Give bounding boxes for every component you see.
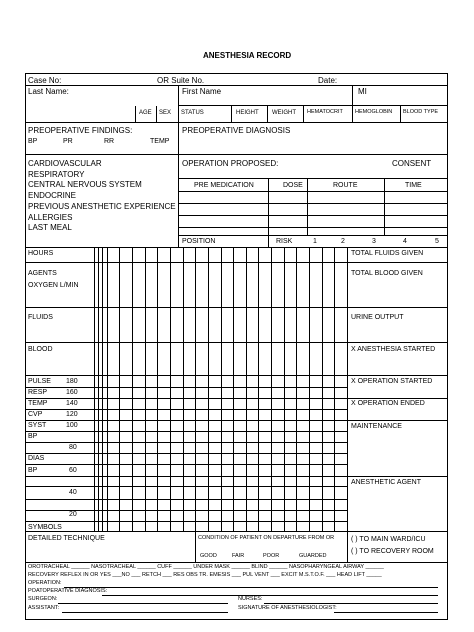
risk-4: 4 bbox=[403, 238, 407, 245]
grid-column-line bbox=[334, 247, 335, 531]
hemoglobin-label: HEMOGLOBIN bbox=[355, 109, 393, 115]
preop-findings-label: PREOPERATIVE FINDINGS: bbox=[28, 126, 133, 135]
syst-label: SYST bbox=[28, 422, 47, 429]
grid-column-line bbox=[271, 247, 272, 531]
rr-label: RR bbox=[104, 138, 115, 145]
v60-label: 60 bbox=[69, 467, 77, 474]
risk-1: 1 bbox=[313, 238, 317, 245]
grid-column-line bbox=[102, 247, 103, 531]
age-label: AGE bbox=[139, 110, 152, 116]
time-label: TIME bbox=[405, 182, 422, 189]
surgeon-label: SURGEON: bbox=[28, 596, 58, 602]
nurses-label: NURSES: bbox=[238, 596, 263, 602]
status-label: STATUS bbox=[181, 110, 204, 116]
premed-label: PRE MEDICATION bbox=[194, 182, 254, 189]
cvp-label: CVP bbox=[28, 411, 43, 418]
x-anesthesia-label: X ANESTHESIA STARTED bbox=[351, 346, 436, 353]
bp-grid-label: BP bbox=[28, 433, 38, 440]
hematocrit-label: HEMATOCRIT bbox=[307, 109, 343, 115]
dias-label: DIAS bbox=[28, 455, 45, 462]
recovery-reflex-line: RECOVERY REFLEX IN OR YES ___NO ___ RETCH ___ RES OBS TR. EMESIS ___ PUL VENT ___ EXCIT M.S.T.O.F. ___ HEAD LIFT _____ bbox=[28, 572, 382, 578]
grid-column-line bbox=[221, 247, 222, 531]
preop-diagnosis-label: PREOPERATIVE DIAGNOSIS bbox=[182, 126, 291, 135]
anesthetic-agent-label: ANESTHETIC AGENT bbox=[351, 479, 422, 486]
total-fluids-label: TOTAL FLUIDS GIVEN bbox=[351, 250, 424, 257]
system-previous-anesthetic: PREVIOUS ANESTHETIC EXPERIENCE bbox=[28, 201, 176, 211]
grid-column-line bbox=[284, 247, 285, 531]
v80-label: 80 bbox=[69, 444, 77, 451]
urine-output-label: URINE OUTPUT bbox=[351, 314, 404, 321]
or-suite-label: OR Suite No. bbox=[157, 76, 205, 85]
symbols-label: SYMBOLS bbox=[28, 524, 62, 531]
temp-label: TEMP bbox=[150, 138, 170, 145]
dose-label: DOSE bbox=[283, 182, 303, 189]
condition-label: CONDITION OF PATIENT ON DEPARTURE FROM OR bbox=[198, 535, 335, 541]
grid-column-line bbox=[145, 247, 146, 531]
condition-guarded: GUARDED bbox=[299, 553, 327, 559]
grid-column-line bbox=[246, 247, 247, 531]
system-cardiovascular: CARDIOVASCULAR bbox=[28, 159, 102, 168]
height-label: HEIGHT bbox=[236, 110, 259, 116]
total-blood-label: TOTAL BLOOD GIVEN bbox=[351, 270, 423, 277]
signature-label: SIGNATURE OF ANESTHESIOLOGIST: bbox=[238, 605, 337, 611]
x-op-started-label: X OPERATION STARTED bbox=[351, 378, 433, 385]
risk-label: RISK bbox=[276, 238, 293, 245]
grid-column-line bbox=[233, 247, 234, 531]
grid-column-line bbox=[107, 247, 108, 531]
blood-type-label: BLOOD TYPE bbox=[403, 109, 439, 115]
pulse-value: 180 bbox=[66, 378, 78, 385]
condition-fair: FAIR bbox=[232, 553, 245, 559]
last-name-label: Last Name: bbox=[28, 87, 69, 96]
airway-line: OROTRACHEAL ______ NASOTRACHEAL ______ CUFF ______ UNDER MASK ______ BLIND ______ NASOPHARYNGEAL AIRWAY ______ bbox=[28, 564, 384, 570]
operation-footer-label: OPERATION: bbox=[28, 580, 62, 586]
grid-column-line bbox=[170, 247, 171, 531]
grid-column-line bbox=[157, 247, 158, 531]
consent-label: CONSENT bbox=[392, 159, 432, 168]
grid-column-line bbox=[119, 247, 120, 531]
oxygen-label: OXYGEN L/MIN bbox=[28, 282, 79, 289]
grid-column-line bbox=[132, 247, 133, 531]
position-label: POSITION bbox=[182, 238, 216, 245]
pr-label: PR bbox=[63, 138, 73, 145]
grid-column-line bbox=[195, 247, 196, 531]
to-main-ward: ( ) TO MAIN WARD/ICU bbox=[351, 536, 426, 543]
system-endocrine: ENDOCRINE bbox=[28, 191, 77, 201]
v20-label: 20 bbox=[69, 511, 77, 518]
risk-3: 3 bbox=[372, 238, 376, 245]
grid-column-line bbox=[296, 247, 297, 531]
risk-2: 2 bbox=[341, 238, 345, 245]
first-name-label: First Name bbox=[182, 87, 222, 96]
grid-column-line bbox=[183, 247, 184, 531]
fluids-label: FLUIDS bbox=[28, 314, 53, 321]
grid-column-line bbox=[309, 247, 310, 531]
bp-label: BP bbox=[28, 138, 38, 145]
maintenance-label: MAINTENANCE bbox=[351, 423, 402, 430]
assistant-label: ASSISTANT: bbox=[28, 605, 60, 611]
cvp-value: 120 bbox=[66, 411, 78, 418]
sex-label: SEX bbox=[159, 110, 172, 116]
condition-good: GOOD bbox=[200, 553, 217, 559]
bp2-label: BP bbox=[28, 467, 38, 474]
to-recovery-room: ( ) TO RECOVERY ROOM bbox=[351, 548, 434, 555]
system-last-meal: LAST MEAL bbox=[28, 223, 72, 233]
grid-column-line bbox=[98, 247, 99, 531]
syst-value: 100 bbox=[66, 422, 78, 429]
grid-column-line bbox=[322, 247, 323, 531]
system-respiratory: RESPIRATORY bbox=[28, 169, 85, 179]
route-label: ROUTE bbox=[333, 182, 358, 189]
grid-column-line bbox=[258, 247, 259, 531]
detailed-technique-label: DETAILED TECHNIQUE bbox=[28, 535, 105, 542]
risk-5: 5 bbox=[435, 238, 439, 245]
weight-label: WEIGHT bbox=[272, 110, 296, 116]
v40-label: 40 bbox=[69, 489, 77, 496]
blood-label: BLOOD bbox=[28, 346, 53, 353]
grid-column-line bbox=[208, 247, 209, 531]
resp-label: RESP bbox=[28, 389, 48, 396]
case-no-label: Case No: bbox=[28, 76, 62, 85]
postop-diagnosis-label: POATOPERATIVE DIAGNOSIS: bbox=[28, 588, 108, 594]
x-op-ended-label: X OPERATION ENDED bbox=[351, 400, 425, 407]
agents-label: AGENTS bbox=[28, 270, 57, 277]
date-label: Date: bbox=[318, 76, 338, 85]
systems-list bbox=[28, 159, 176, 234]
operation-proposed-label: OPERATION PROPOSED: bbox=[182, 159, 279, 168]
page-title: ANESTHESIA RECORD bbox=[203, 51, 292, 60]
hours-label: HOURS bbox=[28, 250, 54, 257]
system-allergies: ALLERGIES bbox=[28, 212, 73, 222]
resp-value: 160 bbox=[66, 389, 78, 396]
system-cns: CENTRAL NERVOUS SYSTEM bbox=[28, 180, 142, 190]
temp-value: 140 bbox=[66, 400, 78, 407]
temp-grid-label: TEMP bbox=[28, 400, 48, 407]
pulse-label: PULSE bbox=[28, 378, 51, 385]
condition-poor: POOR bbox=[263, 553, 280, 559]
mi-label: MI bbox=[358, 87, 367, 96]
